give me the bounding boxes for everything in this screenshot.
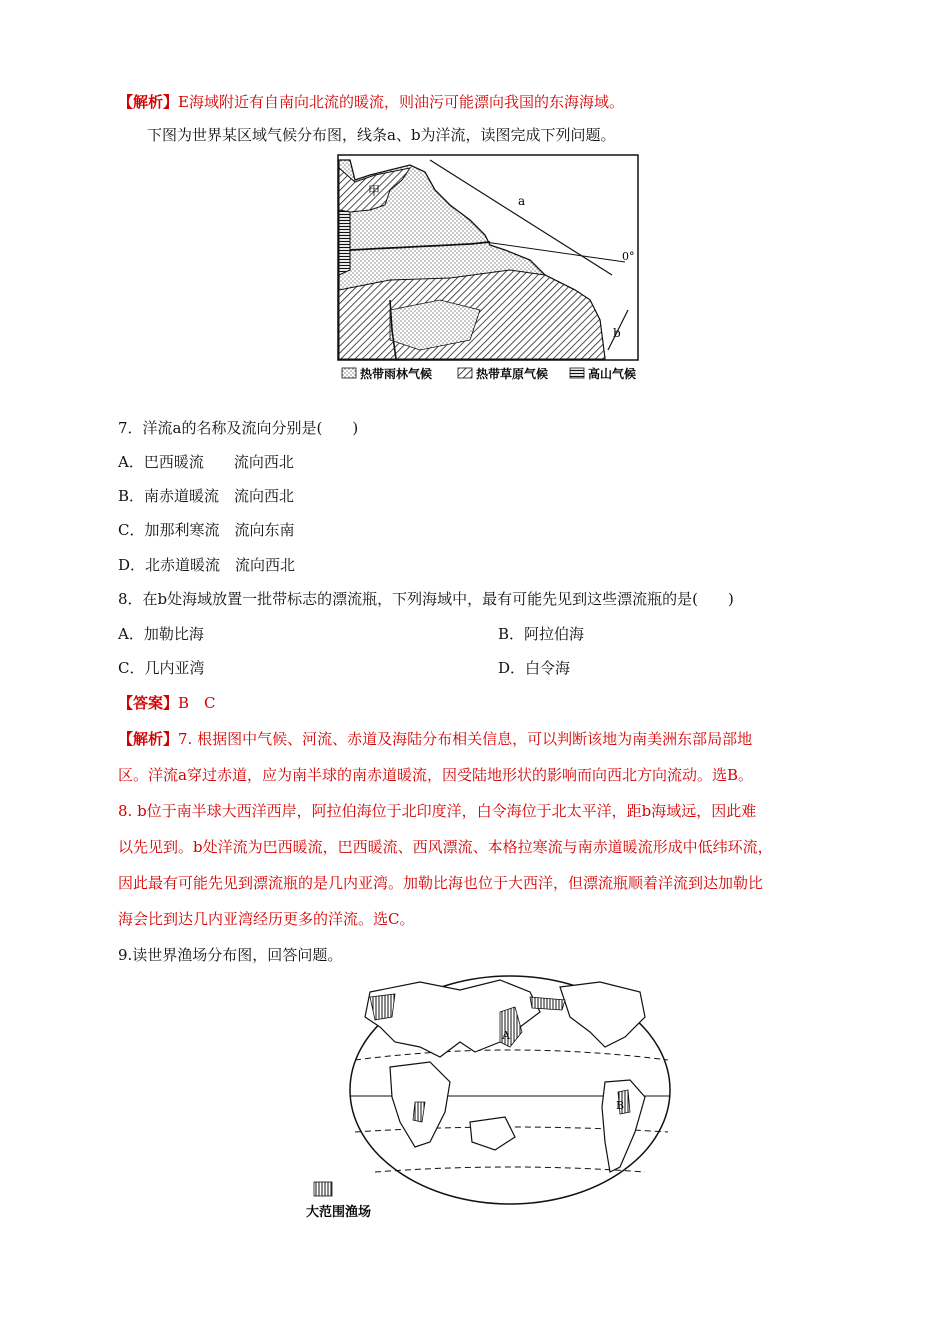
answer [118,693,216,713]
analysis-line-4: 以先见到。b处洋流为巴西暖流，巴西暖流、西风漂流、本格拉寒流与南赤道暖流形成中低纬环流， [118,838,773,856]
intro-analysis [118,92,624,112]
label-a: a [518,194,526,208]
analysis-line-2: 区。洋流a穿过赤道，应为南半球的南赤道暖流，因受陆地形状的影响而向西北方向流动。选B。 [118,766,753,784]
legend-rainforest: 热带雨林气候 [360,367,433,381]
analysis-line-3: 8. b位于南半球大西洋西岸，阿拉伯海位于北印度洋，白令海位于北太平洋，距b海域远，因此难 [118,802,757,820]
q7-option-a: A．巴西暖流 流向西北 [118,453,294,471]
analysis-text: 7. 根据图中气候、河流、赤道及海陆分布相关信息，可以判断该地为南美洲东部局部地 [178,730,753,748]
q8-option-d: D．白令海 [498,659,571,677]
answer-text: B C [178,694,216,712]
q8-option-b: B．阿拉伯海 [498,625,585,643]
highland-area [339,210,350,275]
label-equator: 0° [622,250,635,263]
analysis-line-1 [118,729,752,749]
intro-analysis-text: E海域附近有自南向北流的暖流，则油污可能漂向我国的东海海域。 [178,93,624,111]
label-B: B [616,1099,625,1112]
q7-stem: 7．洋流a的名称及流向分别是( ) [118,419,359,437]
q8-option-c: C．几内亚湾 [118,659,205,677]
label-b: b [613,326,621,340]
q8-stem: 8．在b处海域放置一批带标志的漂流瓶，下列海域中，最有可能先见到这些漂流瓶的是( ) [118,590,734,608]
analysis-line-5: 因此最有可能先见到漂流瓶的是几内亚湾。加勒比海也位于大西洋，但漂流瓶顺着洋流到达加勒比 [118,874,764,892]
q8-option-a: A．加勒比海 [118,625,204,643]
world-fishing-map [300,972,680,1224]
answer-tag: 【答案】 [118,694,179,712]
climate-map [330,150,650,390]
figure1-caption: 下图为世界某区域气候分布图，线条a、b为洋流，读图完成下列问题。 [147,126,616,144]
label-A: A [502,1029,510,1042]
q9-stem: 9.读世界渔场分布图，回答问题。 [118,946,343,964]
q7-option-c: C．加那利寒流 流向东南 [118,521,295,539]
legend-highland: 高山气候 [588,367,637,381]
analysis-line-6: 海会比到达几内亚湾经历更多的洋流。选C。 [118,910,415,928]
analysis-tag: 【解析】 [118,730,179,748]
legend [342,366,636,381]
label-jia: 甲 [368,184,381,198]
legend-savanna: 热带草原气候 [476,367,549,381]
q7-option-b: B．南赤道暖流 流向西北 [118,487,295,505]
legend-fishing-label: 大范围渔场 [306,1205,372,1220]
legend-fishing-swatch [314,1182,332,1196]
q7-option-d: D．北赤道暖流 流向西北 [118,556,296,574]
analysis-tag: 【解析】 [118,93,179,111]
fishing-ground-north-sea [370,994,395,1020]
